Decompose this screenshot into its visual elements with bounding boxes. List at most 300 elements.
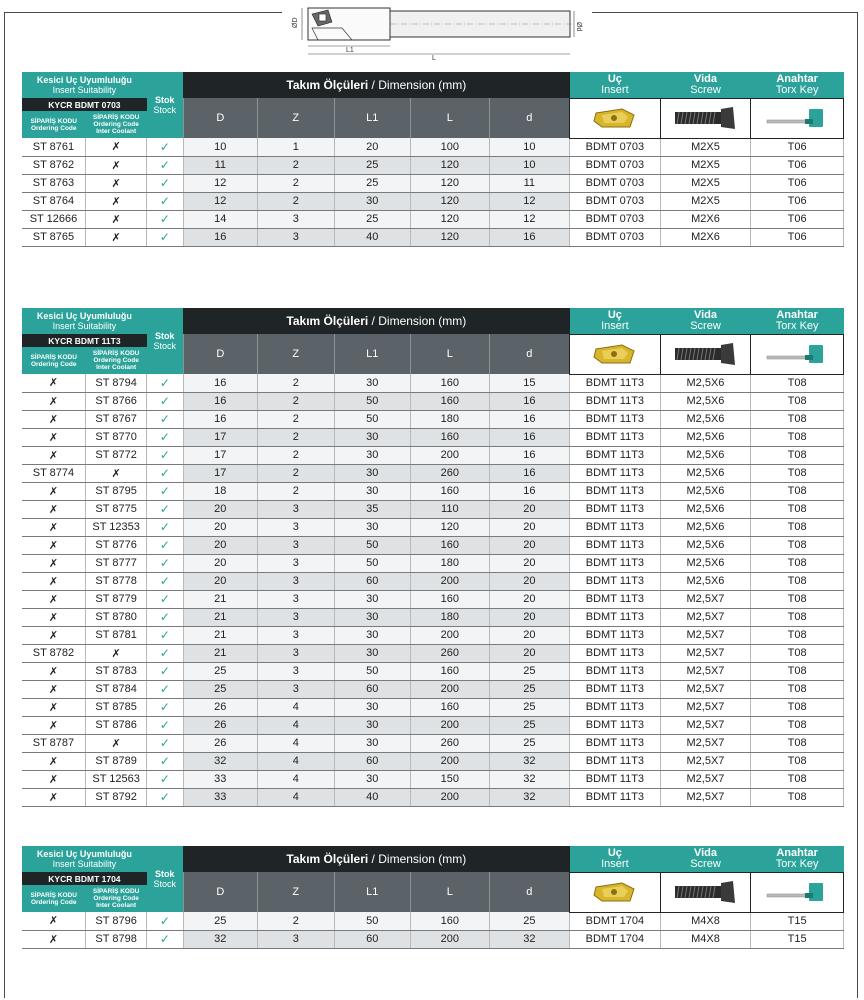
torx-key-code: T08 <box>751 734 844 752</box>
stock-status: ✓ <box>147 192 183 210</box>
stock-status: ✓ <box>147 912 183 930</box>
ordering-code: ST 12666 <box>22 210 85 228</box>
col-header-L: L <box>411 872 490 912</box>
screw-code: M2,5X6 <box>660 572 751 590</box>
dim-d: 20 <box>489 536 570 554</box>
table-row <box>22 644 844 662</box>
dim-d: 20 <box>489 500 570 518</box>
insert-code: BDMT 0703 <box>570 174 661 192</box>
table-row <box>22 770 844 788</box>
dim-Z: 3 <box>258 572 335 590</box>
col-header-D: D <box>183 334 257 374</box>
stock-status: ✓ <box>147 428 183 446</box>
ordering-code: ✗ <box>22 536 85 554</box>
table-row <box>22 374 844 392</box>
dim-Z: 2 <box>258 374 335 392</box>
coolant-code: ✗ <box>85 156 146 174</box>
dim-Z: 3 <box>258 536 335 554</box>
dim-D: 12 <box>183 192 257 210</box>
table-row <box>22 392 844 410</box>
table-row <box>22 174 844 192</box>
dim-D: 25 <box>183 912 257 930</box>
screw-code: M2,5X7 <box>660 608 751 626</box>
table-row <box>22 734 844 752</box>
coolant-code: ST 8794 <box>85 374 146 392</box>
table-row <box>22 210 844 228</box>
dim-D: 26 <box>183 716 257 734</box>
table-row <box>22 446 844 464</box>
screw-code: M2,5X7 <box>660 590 751 608</box>
ordering-code: ✗ <box>22 518 85 536</box>
dim-Z: 3 <box>258 662 335 680</box>
stock-status: ✓ <box>147 698 183 716</box>
screw-code: M2X5 <box>660 174 751 192</box>
dimension-header: Takım Ölçüleri / Dimension (mm) <box>183 308 570 334</box>
dim-L: 160 <box>411 536 490 554</box>
dim-L: 160 <box>411 374 490 392</box>
insert-code: BDMT 11T3 <box>570 644 661 662</box>
dim-L1: 30 <box>334 734 411 752</box>
screw-code: M2,5X7 <box>660 734 751 752</box>
dim-D: 16 <box>183 410 257 428</box>
coolant-code: ✗ <box>85 138 146 156</box>
coolant-code: ✗ <box>85 464 146 482</box>
dim-L: 200 <box>411 930 490 948</box>
insert-code: BDMT 11T3 <box>570 446 661 464</box>
screw-code: M2,5X6 <box>660 428 751 446</box>
kycr-model-label: KYCR BDMT 11T3 <box>22 334 147 347</box>
screw-code: M2,5X6 <box>660 500 751 518</box>
insert-suitability-header: Kesici Uç Uyumluluğu Insert Suitability <box>22 72 147 98</box>
insert-code: BDMT 11T3 <box>570 572 661 590</box>
stock-status: ✓ <box>147 536 183 554</box>
dim-D: 11 <box>183 156 257 174</box>
insert-code: BDMT 11T3 <box>570 662 661 680</box>
dim-L: 200 <box>411 716 490 734</box>
screw-code: M2,5X7 <box>660 680 751 698</box>
dim-Z: 3 <box>258 500 335 518</box>
torx-key-code: T15 <box>751 912 844 930</box>
coolant-code: ST 8792 <box>85 788 146 806</box>
col-header-d: d <box>489 98 570 138</box>
coolant-code: ST 8766 <box>85 392 146 410</box>
coolant-code: ST 8781 <box>85 626 146 644</box>
insert-image <box>570 872 661 912</box>
coolant-code: ST 8767 <box>85 410 146 428</box>
ordering-code: ✗ <box>22 662 85 680</box>
stock-status: ✓ <box>147 464 183 482</box>
dim-d: 20 <box>489 572 570 590</box>
table-row <box>22 626 844 644</box>
dim-d: 25 <box>489 680 570 698</box>
table-row <box>22 752 844 770</box>
dim-L: 120 <box>411 210 490 228</box>
dim-L1: 30 <box>334 590 411 608</box>
ordering-code: ✗ <box>22 446 85 464</box>
insert-image <box>570 334 661 374</box>
product-table <box>22 308 844 807</box>
dim-Z: 4 <box>258 716 335 734</box>
dim-d: 10 <box>489 138 570 156</box>
dim-Z: 2 <box>258 392 335 410</box>
dim-Z: 3 <box>258 590 335 608</box>
table-row <box>22 228 844 246</box>
table-row <box>22 156 844 174</box>
insert-code: BDMT 11T3 <box>570 608 661 626</box>
insert-code: BDMT 0703 <box>570 228 661 246</box>
stock-status: ✓ <box>147 554 183 572</box>
drawing-label-d: Ød <box>575 22 582 32</box>
dim-D: 20 <box>183 500 257 518</box>
dim-d: 16 <box>489 482 570 500</box>
screw-code: M2,5X6 <box>660 410 751 428</box>
dim-L1: 30 <box>334 770 411 788</box>
dim-d: 25 <box>489 698 570 716</box>
col-header-L1: L1 <box>334 334 411 374</box>
insert-code: BDMT 11T3 <box>570 590 661 608</box>
dim-L1: 50 <box>334 662 411 680</box>
insert-code: BDMT 11T3 <box>570 734 661 752</box>
stock-status: ✓ <box>147 174 183 192</box>
dim-Z: 2 <box>258 410 335 428</box>
dim-Z: 2 <box>258 156 335 174</box>
torx-key-code: T06 <box>751 192 844 210</box>
screw-code: M2,5X6 <box>660 482 751 500</box>
dim-L1: 30 <box>334 626 411 644</box>
dim-L1: 50 <box>334 554 411 572</box>
tool-drawing <box>282 2 592 60</box>
coolant-code: ✗ <box>85 210 146 228</box>
screw-code: M2X5 <box>660 156 751 174</box>
dim-L1: 30 <box>334 698 411 716</box>
dim-D: 26 <box>183 698 257 716</box>
coolant-code: ✗ <box>85 644 146 662</box>
stock-status: ✓ <box>147 590 183 608</box>
dim-Z: 2 <box>258 912 335 930</box>
stock-status: ✓ <box>147 374 183 392</box>
screw-code: M2X6 <box>660 228 751 246</box>
dim-L1: 30 <box>334 192 411 210</box>
dim-Z: 2 <box>258 174 335 192</box>
insert-suitability-header: Kesici Uç Uyumluluğu Insert Suitability <box>22 308 147 334</box>
col-header-D: D <box>183 872 257 912</box>
table-row <box>22 482 844 500</box>
insert-code: BDMT 11T3 <box>570 518 661 536</box>
dim-L: 260 <box>411 734 490 752</box>
dim-L: 200 <box>411 446 490 464</box>
insert-code: BDMT 0703 <box>570 192 661 210</box>
stock-status: ✓ <box>147 930 183 948</box>
stock-status: ✓ <box>147 716 183 734</box>
dim-L: 160 <box>411 482 490 500</box>
coolant-code: ST 8780 <box>85 608 146 626</box>
insert-code: BDMT 0703 <box>570 138 661 156</box>
dim-L1: 30 <box>334 608 411 626</box>
stock-status: ✓ <box>147 500 183 518</box>
table-row <box>22 138 844 156</box>
dim-D: 20 <box>183 554 257 572</box>
table-row <box>22 410 844 428</box>
dim-d: 25 <box>489 912 570 930</box>
torx-key-code: T06 <box>751 156 844 174</box>
stock-header: Stok Stock <box>147 846 183 912</box>
dim-D: 21 <box>183 608 257 626</box>
torx-key-code: T08 <box>751 644 844 662</box>
dim-L1: 50 <box>334 536 411 554</box>
dim-d: 32 <box>489 930 570 948</box>
dim-L: 120 <box>411 518 490 536</box>
torx-key-code: T08 <box>751 392 844 410</box>
dimension-header: Takım Ölçüleri / Dimension (mm) <box>183 72 570 98</box>
insert-code: BDMT 11T3 <box>570 716 661 734</box>
table-row <box>22 912 844 930</box>
dim-L1: 60 <box>334 572 411 590</box>
dim-L1: 60 <box>334 930 411 948</box>
torx-key-code: T08 <box>751 626 844 644</box>
dim-d: 20 <box>489 590 570 608</box>
ordering-code: ✗ <box>22 590 85 608</box>
stock-status: ✓ <box>147 788 183 806</box>
coolant-code: ST 12353 <box>85 518 146 536</box>
dim-d: 16 <box>489 228 570 246</box>
stock-status: ✓ <box>147 446 183 464</box>
ordering-code: ✗ <box>22 716 85 734</box>
dim-D: 33 <box>183 770 257 788</box>
dimension-header: Takım Ölçüleri / Dimension (mm) <box>183 846 570 872</box>
dim-L1: 35 <box>334 500 411 518</box>
torx-key-code: T08 <box>751 518 844 536</box>
dim-Z: 1 <box>258 138 335 156</box>
table-row <box>22 930 844 948</box>
ordering-code: ✗ <box>22 482 85 500</box>
dim-Z: 4 <box>258 698 335 716</box>
dim-d: 20 <box>489 626 570 644</box>
dim-d: 16 <box>489 464 570 482</box>
torx-key-code: T08 <box>751 428 844 446</box>
dim-D: 16 <box>183 228 257 246</box>
coolant-code: ✗ <box>85 192 146 210</box>
dim-L: 160 <box>411 662 490 680</box>
dim-D: 21 <box>183 644 257 662</box>
stock-status: ✓ <box>147 770 183 788</box>
dim-L1: 20 <box>334 138 411 156</box>
screw-code: M2X5 <box>660 138 751 156</box>
screw-header: Vida Screw <box>660 846 751 872</box>
screw-header: Vida Screw <box>660 72 751 98</box>
dim-L: 120 <box>411 228 490 246</box>
insert-code: BDMT 11T3 <box>570 392 661 410</box>
coolant-code: ST 8785 <box>85 698 146 716</box>
dim-d: 25 <box>489 662 570 680</box>
coolant-code: ST 8789 <box>85 752 146 770</box>
screw-image <box>660 872 751 912</box>
ordering-code: ST 8761 <box>22 138 85 156</box>
dim-Z: 2 <box>258 464 335 482</box>
dim-L1: 60 <box>334 752 411 770</box>
dim-d: 15 <box>489 374 570 392</box>
stock-status: ✓ <box>147 138 183 156</box>
coolant-code: ✗ <box>85 734 146 752</box>
torx-key-code: T06 <box>751 228 844 246</box>
insert-code: BDMT 11T3 <box>570 374 661 392</box>
coolant-code: ST 8796 <box>85 912 146 930</box>
dim-L1: 25 <box>334 156 411 174</box>
table-row <box>22 698 844 716</box>
dim-Z: 2 <box>258 446 335 464</box>
insert-code: BDMT 1704 <box>570 930 661 948</box>
coolant-code: ST 8779 <box>85 590 146 608</box>
dim-Z: 4 <box>258 734 335 752</box>
dim-L: 120 <box>411 174 490 192</box>
dim-L1: 30 <box>334 716 411 734</box>
screw-code: M2,5X7 <box>660 662 751 680</box>
dim-d: 32 <box>489 788 570 806</box>
table-row <box>22 608 844 626</box>
dim-L1: 30 <box>334 518 411 536</box>
dim-L: 260 <box>411 464 490 482</box>
dim-D: 25 <box>183 662 257 680</box>
coolant-code: ST 8770 <box>85 428 146 446</box>
dim-d: 16 <box>489 446 570 464</box>
ordering-code: ✗ <box>22 428 85 446</box>
dim-L: 200 <box>411 626 490 644</box>
ordering-code: ✗ <box>22 680 85 698</box>
coolant-code-header: SİPARİŞ KODU Ordering Code Inter Coolant <box>85 111 146 138</box>
dim-D: 26 <box>183 734 257 752</box>
insert-code: BDMT 11T3 <box>570 500 661 518</box>
dim-L1: 25 <box>334 210 411 228</box>
dim-d: 12 <box>489 192 570 210</box>
dim-Z: 3 <box>258 626 335 644</box>
torx-key-code: T08 <box>751 752 844 770</box>
torx-key-image <box>751 872 844 912</box>
dim-D: 20 <box>183 572 257 590</box>
dim-L1: 30 <box>334 446 411 464</box>
stock-status: ✓ <box>147 210 183 228</box>
dim-D: 20 <box>183 536 257 554</box>
dim-D: 12 <box>183 174 257 192</box>
screw-header: Vida Screw <box>660 308 751 334</box>
screw-code: M2,5X7 <box>660 716 751 734</box>
ordering-code: ✗ <box>22 374 85 392</box>
dim-Z: 3 <box>258 554 335 572</box>
coolant-code: ST 8786 <box>85 716 146 734</box>
torx-key-code: T08 <box>751 482 844 500</box>
coolant-code: ST 8776 <box>85 536 146 554</box>
dim-D: 21 <box>183 626 257 644</box>
screw-code: M2,5X7 <box>660 698 751 716</box>
dim-L: 200 <box>411 788 490 806</box>
table-row <box>22 788 844 806</box>
screw-code: M2,5X7 <box>660 644 751 662</box>
col-header-Z: Z <box>258 98 335 138</box>
dim-L1: 50 <box>334 392 411 410</box>
screw-code: M2,5X6 <box>660 536 751 554</box>
torx-key-header: Anahtar Torx Key <box>751 72 844 98</box>
insert-code: BDMT 0703 <box>570 156 661 174</box>
dim-L1: 30 <box>334 482 411 500</box>
ordering-code: ✗ <box>22 626 85 644</box>
coolant-code: ST 8784 <box>85 680 146 698</box>
col-header-L: L <box>411 334 490 374</box>
table-row <box>22 554 844 572</box>
dim-Z: 4 <box>258 788 335 806</box>
insert-code: BDMT 11T3 <box>570 554 661 572</box>
table-row <box>22 192 844 210</box>
torx-key-header: Anahtar Torx Key <box>751 308 844 334</box>
dim-D: 21 <box>183 590 257 608</box>
stock-status: ✓ <box>147 410 183 428</box>
dim-d: 20 <box>489 644 570 662</box>
dim-d: 20 <box>489 608 570 626</box>
stock-header: Stok Stock <box>147 308 183 374</box>
table-row <box>22 500 844 518</box>
ordering-code: ✗ <box>22 698 85 716</box>
dim-Z: 3 <box>258 930 335 948</box>
insert-code: BDMT 0703 <box>570 210 661 228</box>
insert-suitability-header: Kesici Uç Uyumluluğu Insert Suitability <box>22 846 147 872</box>
insert-code: BDMT 11T3 <box>570 698 661 716</box>
ordering-code: ✗ <box>22 930 85 948</box>
table-row <box>22 716 844 734</box>
insert-code: BDMT 11T3 <box>570 788 661 806</box>
ordering-code: ST 8787 <box>22 734 85 752</box>
table-row <box>22 428 844 446</box>
dim-L: 200 <box>411 752 490 770</box>
dim-Z: 4 <box>258 752 335 770</box>
dim-L: 120 <box>411 192 490 210</box>
dim-D: 17 <box>183 464 257 482</box>
dim-D: 32 <box>183 930 257 948</box>
stock-status: ✓ <box>147 734 183 752</box>
dim-Z: 3 <box>258 608 335 626</box>
insert-code: BDMT 11T3 <box>570 464 661 482</box>
dim-L: 180 <box>411 554 490 572</box>
stock-status: ✓ <box>147 662 183 680</box>
insert-header: Uç Insert <box>570 308 661 334</box>
table-row <box>22 662 844 680</box>
insert-code: BDMT 11T3 <box>570 770 661 788</box>
col-header-L1: L1 <box>334 872 411 912</box>
ordering-code: ✗ <box>22 500 85 518</box>
insert-header: Uç Insert <box>570 72 661 98</box>
stock-status: ✓ <box>147 392 183 410</box>
dim-L1: 50 <box>334 410 411 428</box>
ordering-code: ST 8774 <box>22 464 85 482</box>
screw-code: M2,5X7 <box>660 770 751 788</box>
table-row <box>22 680 844 698</box>
screw-code: M4X8 <box>660 912 751 930</box>
stock-status: ✓ <box>147 518 183 536</box>
ordering-code: ST 8763 <box>22 174 85 192</box>
ordering-code: ✗ <box>22 554 85 572</box>
table-row <box>22 572 844 590</box>
dim-d: 20 <box>489 554 570 572</box>
col-header-L: L <box>411 98 490 138</box>
insert-code: BDMT 11T3 <box>570 428 661 446</box>
dim-L1: 30 <box>334 428 411 446</box>
dim-D: 17 <box>183 446 257 464</box>
torx-key-code: T08 <box>751 500 844 518</box>
dim-L1: 40 <box>334 228 411 246</box>
dim-d: 20 <box>489 518 570 536</box>
torx-key-code: T08 <box>751 770 844 788</box>
insert-code: BDMT 1704 <box>570 912 661 930</box>
dim-d: 16 <box>489 392 570 410</box>
torx-key-code: T15 <box>751 930 844 948</box>
stock-status: ✓ <box>147 572 183 590</box>
dim-D: 25 <box>183 680 257 698</box>
